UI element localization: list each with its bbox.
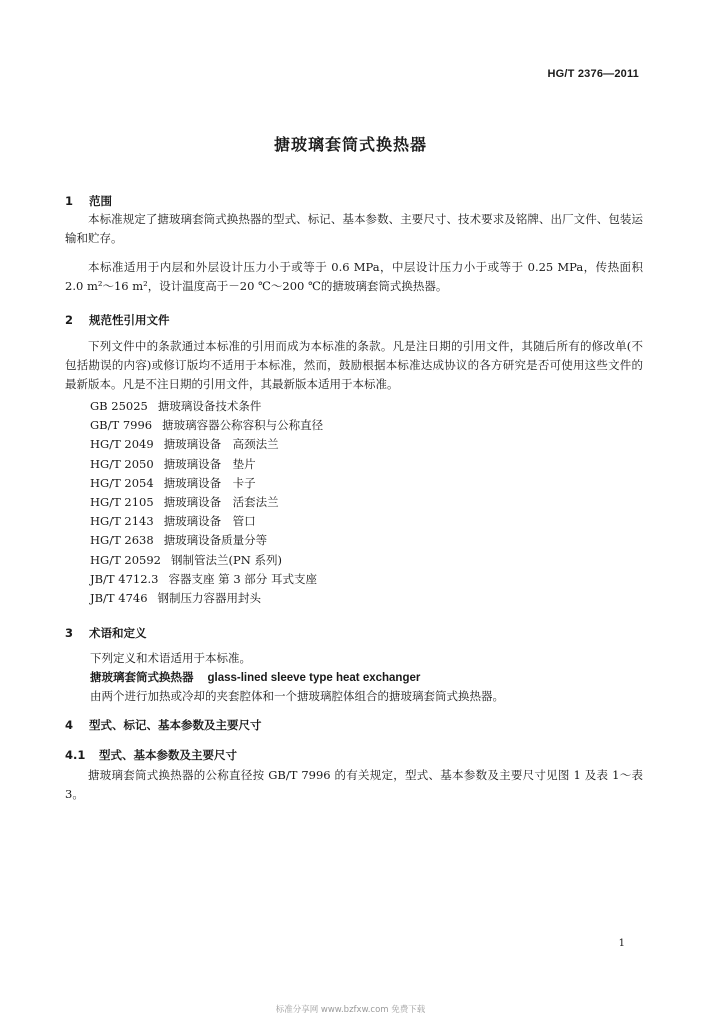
reference-code: HG/T 2050 [90,456,154,471]
reference-item [90,570,323,589]
term-definition: 由两个进行加热或冷却的夹套腔体和一个搪玻璃腔体组合的搪玻璃套筒式换热器。 [90,689,504,703]
reference-title: 搪玻璃设备 高颈法兰 [163,437,279,452]
reference-code: HG/T 20592 [90,552,161,567]
section-number: 4 [65,718,74,732]
section-3-intro: 下列定义和术语适用于本标准。 [90,651,251,665]
reference-item [90,589,323,608]
section-number: 4.1 [65,748,86,762]
term-chinese: 搪玻璃套筒式换热器 [90,670,194,684]
reference-code: JB/T 4746 [90,591,148,606]
section-1-heading [65,193,112,209]
section-2-paragraph-1: 下列文件中的条款通过本标准的引用而成为本标准的条款。凡是注日期的引用文件，其随后所有的修改单(不包括勘误的内容)或修订版均不适用于本标准，然而，鼓励根据本标准达成协议的各方研究是否可使用这些文件的最新版本。凡是不注日期的引用文件，其最新版本适用于本标准。 [65,339,643,391]
section-2-heading [65,312,170,328]
reference-item [90,435,323,454]
reference-item [90,397,323,416]
section-4-1-heading [65,747,237,763]
reference-item [90,493,323,512]
reference-title: 搪玻璃设备质量分等 [163,533,268,548]
document-title: 搪玻璃套筒式换热器 [273,135,427,154]
section-title: 术语和定义 [89,626,147,640]
reference-item [90,531,323,550]
reference-code: HG/T 2638 [90,533,154,548]
section-number: 1 [65,194,74,208]
reference-code: HG/T 2049 [90,437,154,452]
reference-title: 搪玻璃设备 垫片 [163,456,256,471]
normative-references-list [90,397,323,608]
footer-watermark[interactable]: 标准分享网 www.bzfxw.com 免费下载 [275,1005,426,1015]
reference-title: 钢制压力容器用封头 [157,591,262,606]
section-title: 范围 [89,194,112,208]
section-3-heading [65,625,147,641]
section-title: 型式、标记、基本参数及主要尺寸 [89,718,262,732]
section-4-1-paragraph-1: 搪玻璃套筒式换热器的公称直径按 GB/T 7996 的有关规定，型式、基本参数及主要尺寸见图 1 及表 1～表 3。 [65,768,643,801]
reference-code: HG/T 2054 [90,475,154,490]
reference-title: 钢制管法兰(PN 系列) [171,552,282,567]
reference-title: 搪玻璃设备 管口 [163,514,256,529]
reference-title: 搪玻璃容器公称容积与公称直径 [162,418,324,433]
reference-title: 搪玻璃设备 活套法兰 [163,495,279,510]
term-entry [90,668,420,688]
reference-title: 容器支座 第 3 部分 耳式支座 [168,571,317,586]
reference-item [90,455,323,474]
reference-title: 搪玻璃设备 卡子 [163,475,256,490]
section-4-heading [65,717,262,733]
reference-title: 搪玻璃设备技术条件 [157,399,262,413]
reference-code: HG/T 2105 [90,495,154,510]
reference-item [90,416,323,435]
section-number: 2 [65,313,74,327]
section-1-paragraph-2: 本标准适用于内层和外层设计压力小于或等于 0.6 MPa，中层设计压力小于或等于 0.25 MPa，传热面积 2.0 m²～16 m²，设计温度高于－20 ℃～200 ℃的搪玻璃套筒式换热器。 [65,260,643,293]
term-english: glass-lined sleeve type heat exchanger [207,672,421,684]
reference-item [90,474,323,493]
page-number: 1 [618,938,625,949]
section-number: 3 [65,626,74,640]
reference-item [90,512,323,531]
section-title: 规范性引用文件 [89,313,170,327]
reference-code: GB/T 7996 [90,418,153,433]
standard-code: HG/T 2376—2011 [547,68,639,80]
reference-code: GB 25025 [90,399,148,413]
section-1-paragraph-1: 本标准规定了搪玻璃套筒式换热器的型式、标记、基本参数、主要尺寸、技术要求及铭牌、出厂文件、包装运输和贮存。 [65,212,643,245]
reference-code: HG/T 2143 [90,514,154,529]
section-title: 型式、基本参数及主要尺寸 [99,748,237,762]
reference-code: JB/T 4712.3 [90,571,159,586]
reference-item [90,551,323,570]
